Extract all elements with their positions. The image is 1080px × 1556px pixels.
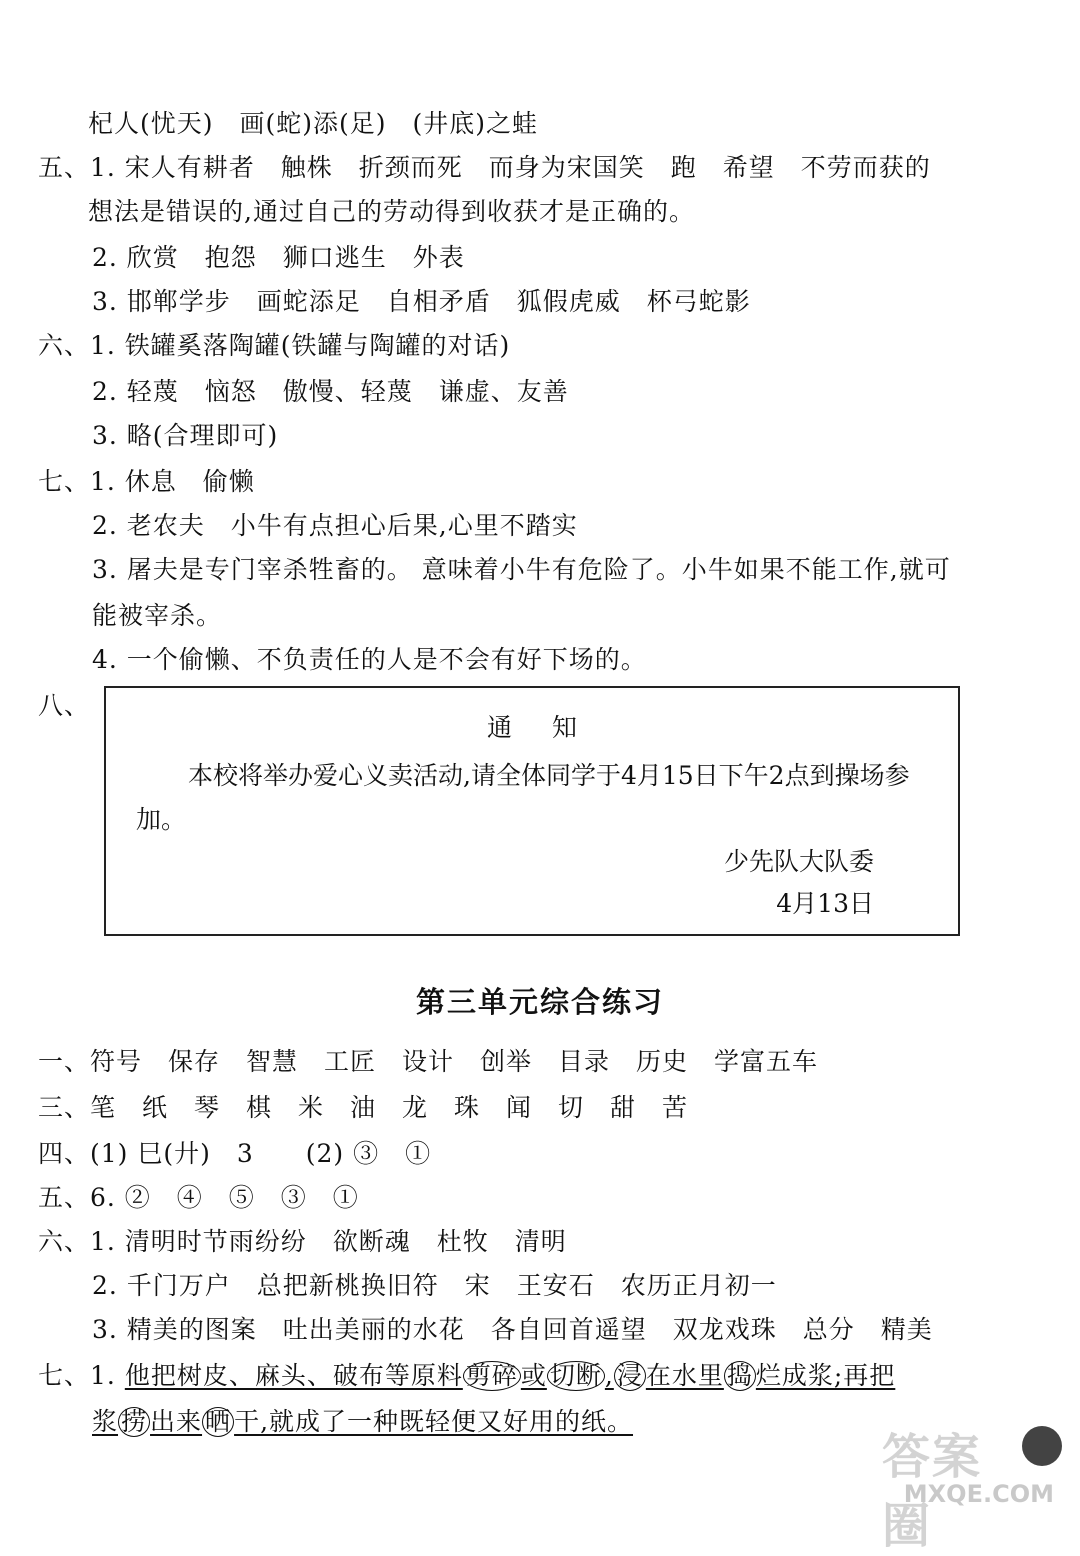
answer-line: 4. 一个偷懒、不负责任的人是不会有好下场的。 [92, 645, 647, 674]
circled-word: 捞 [118, 1407, 150, 1437]
watermark-title: 答案圈 [882, 1429, 983, 1554]
final-underlined-text [92, 1407, 633, 1436]
answer-line: 3. 邯郸学步 画蛇添足 自相矛盾 狐假虎威 杯弓蛇影 [92, 287, 751, 316]
circled-word: 切断 [547, 1361, 605, 1391]
final-underlined-text [125, 1361, 896, 1390]
text-segment: 或 [520, 1361, 547, 1390]
circled-word: 捣 [724, 1361, 756, 1391]
answer-line: 3. 精美的图案 吐出美丽的水花 各自回首遥望 双龙戏珠 总分 精美 [92, 1315, 933, 1344]
answer-line: 四、(1) 巳(廾) 3 (2) ③ ① [38, 1139, 432, 1168]
watermark-url: MXQE.COM [903, 1480, 1054, 1508]
answer-line: 三、笔 纸 琴 棋 米 油 龙 珠 闻 切 甜 苦 [38, 1093, 689, 1122]
notice-title: 通知 [486, 713, 617, 742]
circled-word: 晒 [202, 1407, 234, 1437]
circled-word: 剪碎 [463, 1361, 521, 1391]
answer-line: 一、符号 保存 智慧 工匠 设计 创举 目录 历史 学富五车 [38, 1047, 819, 1076]
text-segment: 在水里 [645, 1361, 724, 1390]
answer-line: 3. 屠夫是专门宰杀牲畜的。 意味着小牛有危险了。小牛如果不能工作,就可 [92, 555, 951, 584]
answer-line: 五、1. 宋人有耕者 触株 折颈而死 而身为宋国笑 跑 希望 不劳而获的 [38, 153, 931, 182]
notice-signer: 少先队大队委 [723, 847, 874, 876]
answer-line: 2. 老农夫 小牛有点担心后果,心里不踏实 [92, 511, 578, 540]
notice-date: 4月13日 [776, 889, 874, 918]
notice-box [104, 686, 960, 936]
text-segment: 烂成浆;再把 [755, 1361, 896, 1390]
notice-body: 本校将举办爱心义卖活动,请全体同学于4月15日下午2点到操场参加。 [136, 761, 910, 834]
answer-line: 六、1. 铁罐奚落陶罐(铁罐与陶罐的对话) [38, 331, 511, 360]
text-segment: 他把树皮、麻头、破布等原料 [124, 1361, 463, 1390]
text-segment: 干,就成了一种既轻便又好用的纸。 [234, 1407, 634, 1436]
answer-line: 五、6. ② ④ ⑤ ③ ① [38, 1183, 359, 1212]
circled-word: 浸 [614, 1361, 646, 1391]
final-prefix: 七、1. [38, 1361, 125, 1390]
answer-line: 八、 [38, 691, 91, 720]
answer-line: 3. 略(合理即可) [92, 421, 279, 450]
text-segment: 出来 [150, 1407, 203, 1436]
site-watermark [882, 1418, 1062, 1554]
text-segment: 浆 [92, 1407, 119, 1436]
answer-line: 杞人(忧天) 画(蛇)添(足) (井底)之蛙 [88, 109, 539, 138]
answer-line: 2. 千门万户 总把新桃换旧符 宋 王安石 农历正月初一 [92, 1271, 777, 1300]
section-title: 第三单元综合练习 [415, 985, 664, 1019]
answer-line: 想法是错误的,通过自己的劳动得到收获才是正确的。 [88, 197, 695, 226]
answer-line: 2. 轻蔑 恼怒 傲慢、轻蔑 谦虚、友善 [92, 377, 569, 406]
answer-line: 2. 欣赏 抱怨 狮口逃生 外表 [92, 243, 465, 272]
answer-line: 七、1. 休息 偷懒 [38, 467, 255, 496]
watermark-badge-icon [1022, 1426, 1062, 1466]
answer-line: 六、1. 清明时节雨纷纷 欲断魂 杜牧 清明 [38, 1227, 567, 1256]
final-answer-line-1 [38, 1360, 895, 1392]
answer-line: 能被宰杀。 [92, 601, 223, 630]
text-segment: , [604, 1361, 614, 1390]
final-answer-line-2 [92, 1406, 633, 1438]
